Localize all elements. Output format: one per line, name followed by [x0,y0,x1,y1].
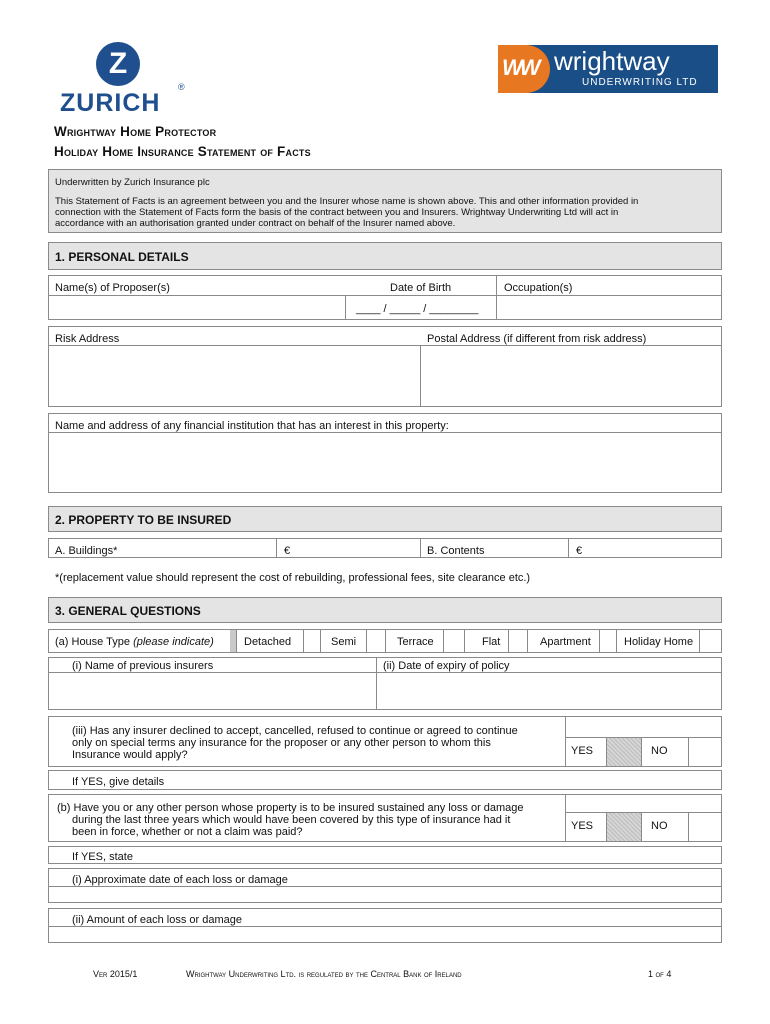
zurich-logo-text: ZURICH [60,89,161,117]
previous-insurers-label: (i) Name of previous insurers [72,660,214,672]
intro-line-1: This Statement of Facts is an agreement between you and the Insurer whose name is shown above. This and other information provided in [55,196,639,207]
question-iii-no-checkbox[interactable] [688,738,721,766]
if-yes-state-label: If YES, state [72,851,133,863]
buildings-value-field[interactable]: € [284,545,291,557]
house-type-semi-checkbox[interactable] [366,629,386,653]
if-yes-state-row [48,846,722,864]
page-title-line1: Wrightway Home Protector [54,124,217,139]
question-b-no-label: NO [651,820,668,832]
house-type-holiday-home: Holiday Home [624,636,694,648]
loss-date-label: (i) Approximate date of each loss or damage [72,874,288,886]
footer-page-number: 1 of 4 [648,969,672,979]
house-type-semi: Semi [331,636,357,648]
property-values-row [48,538,722,558]
wrightway-logo-mark: WW [502,55,538,80]
contents-label: B. Contents [427,545,485,557]
question-iii-no-label: NO [651,745,668,757]
postal-address-field[interactable] [421,346,721,406]
house-type-detached: Detached [244,636,292,648]
question-iii-line-2: only on special terms any insurance for the proposer or any other person to whom this [72,737,491,749]
zurich-logo [60,42,190,118]
house-type-flat: Flat [482,636,501,648]
underwritten-text: Underwritten by Zurich Insurance plc [55,177,210,188]
house-type-terrace: Terrace [397,636,434,648]
zurich-logo-letter: Z [108,47,128,80]
house-type-terrace-checkbox[interactable] [443,629,465,653]
house-type-detached-checkbox[interactable] [303,629,321,653]
risk-address-label: Risk Address [55,333,120,345]
house-type-hint: (please indicate) [133,636,214,648]
wrightway-logo-sub: UNDERWRITING LTD [582,77,698,88]
footer-version: Ver 2015/1 [93,969,138,979]
proposer-names-field[interactable] [49,296,344,319]
house-type-label [55,636,214,649]
replacement-value-note: *(replacement value should represent the cost of rebuilding, professional fees, site clearance etc.) [55,572,531,584]
dob-field[interactable]: ____ / _____ / ________ [356,303,479,315]
loss-amount-label: (ii) Amount of each loss or damage [72,914,242,926]
contents-value-field[interactable]: € [576,545,583,557]
question-b-line-3: been in force, whether or not a claim was paid? [72,826,303,838]
occupation-label: Occupation(s) [504,282,573,294]
wrightway-logo [498,45,718,93]
question-b-line-2: during the last three years which would have been covered by this type of insurance had it [72,814,511,826]
loss-date-field[interactable] [49,887,721,902]
question-b-no-checkbox[interactable] [688,813,721,841]
question-b-yes-label: YES [571,820,594,832]
question-b-yes-checkbox[interactable] [606,813,642,841]
proposer-names-label: Name(s) of Proposer(s) [55,282,170,294]
page-title-line2: Holiday Home Insurance Statement of Facts [54,144,311,159]
buildings-label: A. Buildings* [55,545,118,557]
question-iii-yes-checkbox[interactable] [606,738,642,766]
question-iii-line-1: (iii) Has any insurer declined to accept, cancelled, refused to continue or agreed to continue [72,725,518,737]
section-1-heading: 1. PERSONAL DETAILS [55,250,189,264]
section-3-heading: 3. GENERAL QUESTIONS [55,604,201,618]
question-b-line-1: (b) Have you or any other person whose property is to be insured sustained any loss or damage [57,802,524,814]
house-type-label-text: (a) House Type [55,636,131,648]
wrightway-logo-text: wrightway [554,46,670,76]
dob-label: Date of Birth [390,282,452,294]
house-type-apartment-checkbox[interactable] [599,629,617,653]
postal-address-label: Postal Address (if different from risk address) [427,333,647,345]
risk-address-field[interactable] [49,346,419,406]
intro-line-3: accordance with an authorisation granted under contract on behalf of the Insurer named above. [55,218,456,229]
footer-regulation: Wrightway Underwriting Ltd. is regulated by the Central Bank of Ireland [186,969,462,979]
if-yes-details-label: If YES, give details [72,776,165,788]
house-type-apartment: Apartment [540,636,591,648]
registered-mark: ® [178,82,185,92]
financial-institution-label: Name and address of any financial institution that has an interest in this property: [55,420,449,432]
financial-institution-field[interactable] [49,433,721,492]
house-type-holiday-home-checkbox[interactable] [699,629,722,653]
section-2-heading: 2. PROPERTY TO BE INSURED [55,513,232,527]
loss-amount-field[interactable] [49,927,721,942]
intro-line-2: connection with the Statement of Facts form the basis of the contract between you and Insurers. Wrightway Underwriting Ltd will act in [55,207,619,218]
question-iii-line-3: Insurance would apply? [72,749,188,761]
occupation-field[interactable] [497,296,721,319]
house-type-flat-checkbox[interactable] [508,629,528,653]
policy-expiry-field[interactable] [377,673,721,709]
question-iii-yes-label: YES [571,745,594,757]
policy-expiry-label: (ii) Date of expiry of policy [383,660,510,672]
previous-insurers-field[interactable] [49,673,375,709]
